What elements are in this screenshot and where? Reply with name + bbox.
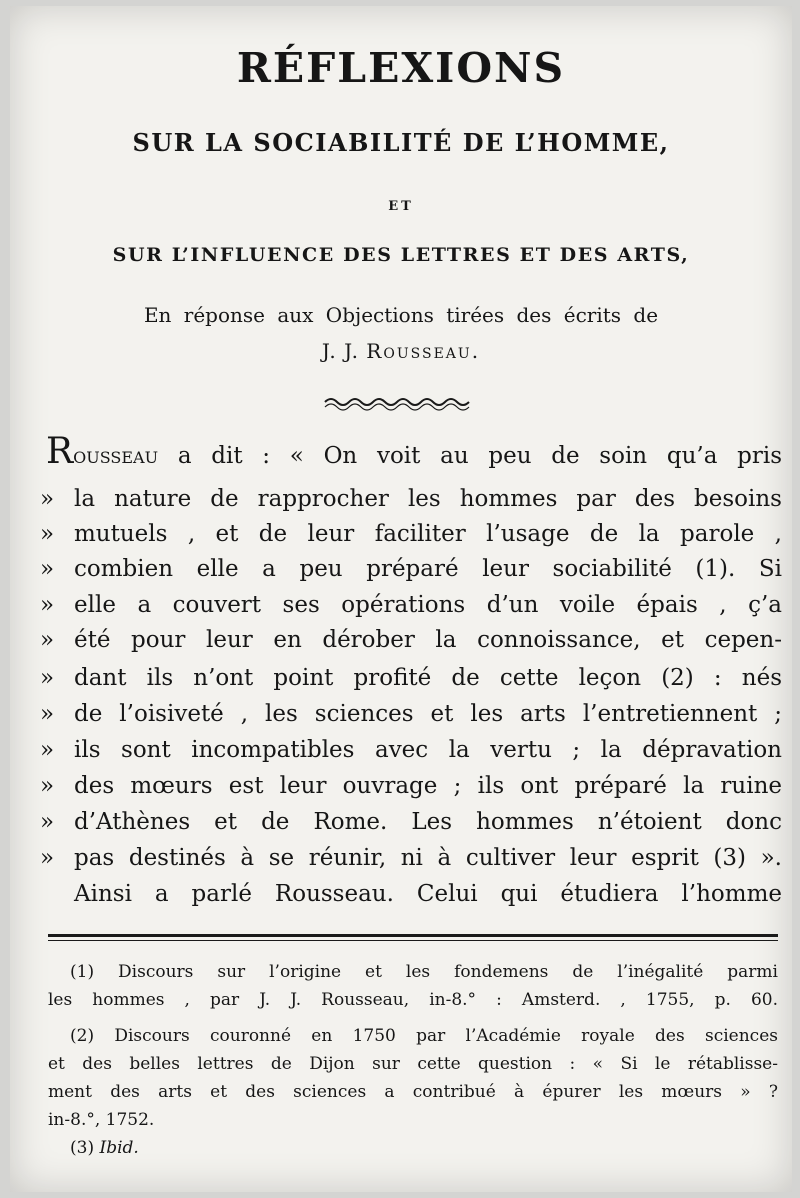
book-page <box>10 6 792 1192</box>
subtitle-influence: SUR L’INFLUENCE DES LETTRES ET DES ARTS, <box>112 244 690 266</box>
body-line: » été pour leur en dérober la connoissance, et cepen- <box>40 627 782 653</box>
subtitle-conjunction: ET <box>388 199 414 214</box>
footnote-rule <box>48 934 778 937</box>
footnote-3-number: (3) <box>70 1138 95 1158</box>
footnote-3 <box>70 1138 370 1158</box>
body-line: » la nature de rapprocher les hommes par des besoins <box>40 486 782 512</box>
author-line <box>10 339 792 363</box>
author-name: Rousseau. <box>366 339 481 363</box>
author-smallcaps: ousseau <box>73 443 159 469</box>
footnote-2-end: in-8.°, 1752. <box>48 1110 155 1130</box>
footnote-3-text: Ibid. <box>99 1138 139 1158</box>
first-line-text: a dit : « On voit au peu de soin qu’a pris <box>177 443 783 469</box>
body-line: » des mœurs est leur ouvrage ; ils ont préparé la ruine <box>40 773 782 799</box>
footnote-rule-thin <box>48 940 778 941</box>
body-line: » d’Athènes et de Rome. Les hommes n’étoient donc <box>40 809 782 835</box>
body-line: » de l’oisiveté , les sciences et les arts l’entretiennent ; <box>40 701 782 727</box>
footnote-2: (2) Discours couronné en 1750 par l’Académie royale des sciences <box>70 1026 778 1046</box>
body-line: » combien elle a peu préparé leur sociabilité (1). Si <box>40 556 782 582</box>
drop-cap: R <box>46 431 74 472</box>
body-line: » mutuels , et de leur faciliter l’usage de la parole , <box>40 521 782 547</box>
subtitle-sociability: SUR LA SOCIABILITÉ DE L’HOMME, <box>132 128 670 157</box>
body-first-line <box>46 431 783 472</box>
body-line: » dant ils n’ont point profité de cette leçon (2) : nés <box>40 665 782 691</box>
footnote-2-cont: et des belles lettres de Dijon sur cette question : « Si le rétablisse- <box>48 1054 778 1074</box>
footnote-1-cont: les hommes , par J. J. Rousseau, in-8.° : Amsterd. , 1755, p. 60. <box>48 990 778 1010</box>
page-title: RÉFLEXIONS <box>236 44 566 92</box>
footnote-1: (1) Discours sur l’origine et les fondemens de l’inégalité parmi <box>70 962 778 982</box>
response-line: En réponse aux Objections tirées des écrits de <box>143 303 659 327</box>
author-initials: J. J. <box>321 339 359 363</box>
ornament-divider <box>320 394 470 414</box>
body-line: » pas destinés à se réunir, ni à cultiver leur esprit (3) ». <box>40 845 782 871</box>
body-line: » ils sont incompatibles avec la vertu ; la dépravation <box>40 737 782 763</box>
footnote-2-cont: ment des arts et des sciences a contribué à épurer les mœurs » ? <box>48 1082 778 1102</box>
body-last-line: Ainsi a parlé Rousseau. Celui qui étudiera l’homme <box>74 881 782 907</box>
body-line: » elle a couvert ses opérations d’un voile épais , ç’a <box>40 592 782 618</box>
